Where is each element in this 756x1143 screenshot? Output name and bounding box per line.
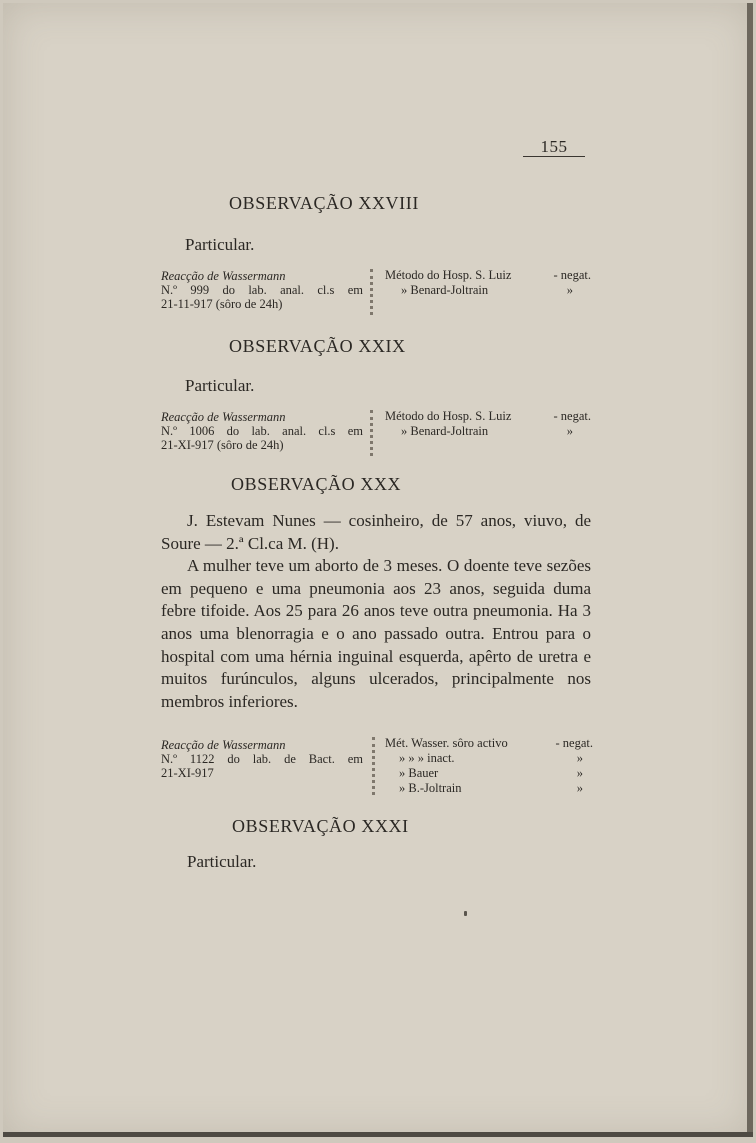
method-label: » Benard-Joltrain xyxy=(401,283,489,297)
obs29-method-row xyxy=(385,409,591,424)
obs28-particular: Particular. xyxy=(185,235,255,254)
method-value: - negat. xyxy=(553,268,591,282)
method-value: » xyxy=(576,781,583,795)
obs30-body xyxy=(161,510,591,713)
obs28-heading: OBSERVAÇÃO XXVIII xyxy=(229,193,419,213)
obs30-heading: OBSERVAÇÃO XXX xyxy=(231,474,402,494)
obs30-reaction-number: N.º 1122 do lab. de Bact. em xyxy=(161,752,363,766)
obs29-particular: Particular. xyxy=(185,376,255,395)
method-label: Mét. Wasser. sôro activo xyxy=(385,736,508,750)
obs29-heading: OBSERVAÇÃO XXIX xyxy=(229,336,406,356)
obs28-methods xyxy=(385,268,591,298)
obs28-reaction xyxy=(161,269,363,311)
method-label: Método do Hosp. S. Luiz xyxy=(385,268,512,282)
obs28-method-row xyxy=(385,283,591,298)
obs30-paragraph: A mulher teve um aborto de 3 meses. O doente teve sezões em pequeno e uma pneumonia aos 23 anos, seguida duma febre tifoide. Aos 25 para 26 anos teve outra pneumonia. Ha 3 anos uma blenorragia e o ano passado outra. Entrou para o hospital com uma hérnia inguinal esquerda, apêrto de uretra e muitos furúnculos, alguns ulcerados, principalmente nos membros inferiores. xyxy=(161,556,591,711)
obs30-method-row xyxy=(385,736,593,751)
obs30-reaction xyxy=(161,738,363,780)
obs30-paragraph: J. Estevam Nunes — cosinheiro, de 57 anos, viuvo, de Soure — 2.ª Cl.ca M. (H). xyxy=(161,511,591,553)
page-bottom-edge xyxy=(3,1132,753,1137)
obs29-separator xyxy=(370,410,373,456)
method-label: » B.-Joltrain xyxy=(399,781,462,795)
page-edge-shadow xyxy=(747,3,753,1137)
obs29-reaction-title: Reacção de Wassermann xyxy=(161,410,286,424)
obs30-reaction-date: 21-XI-917 xyxy=(161,766,214,780)
book-page xyxy=(3,3,753,1137)
method-value: - negat. xyxy=(553,409,591,423)
method-value: » xyxy=(566,424,573,438)
obs29-reaction-number: N.º 1006 do lab. anal. cl.s em xyxy=(161,424,363,438)
obs29-methods xyxy=(385,409,591,439)
obs30-method-row xyxy=(385,766,593,781)
obs30-method-row xyxy=(385,751,593,766)
obs31-particular: Particular. xyxy=(187,852,257,871)
obs29-reaction xyxy=(161,410,363,452)
method-label: » Benard-Joltrain xyxy=(401,424,489,438)
method-value: - negat. xyxy=(555,736,593,750)
obs28-method-row xyxy=(385,268,591,283)
obs31-heading: OBSERVAÇÃO XXXI xyxy=(232,816,409,836)
method-value: » xyxy=(576,751,583,765)
obs28-reaction-number: N.º 999 do lab. anal. cl.s em xyxy=(161,283,363,297)
obs30-method-row xyxy=(385,781,593,796)
method-value: » xyxy=(576,766,583,780)
method-value: » xyxy=(566,283,573,297)
obs28-reaction-title: Reacção de Wassermann xyxy=(161,269,286,283)
method-label: » » » inact. xyxy=(399,751,455,765)
obs30-reaction-title: Reacção de Wassermann xyxy=(161,738,286,752)
obs30-separator xyxy=(372,737,375,795)
obs28-separator xyxy=(370,269,373,315)
ink-speck xyxy=(464,911,467,916)
obs30-methods xyxy=(385,736,593,796)
obs29-method-row xyxy=(385,424,591,439)
page-number-rule xyxy=(523,156,585,157)
obs28-reaction-date: 21-11-917 (sôro de 24h) xyxy=(161,297,283,311)
obs29-reaction-date: 21-XI-917 (sôro de 24h) xyxy=(161,438,284,452)
method-label: Método do Hosp. S. Luiz xyxy=(385,409,512,423)
method-label: » Bauer xyxy=(399,766,439,780)
page-number: 155 xyxy=(540,137,568,156)
